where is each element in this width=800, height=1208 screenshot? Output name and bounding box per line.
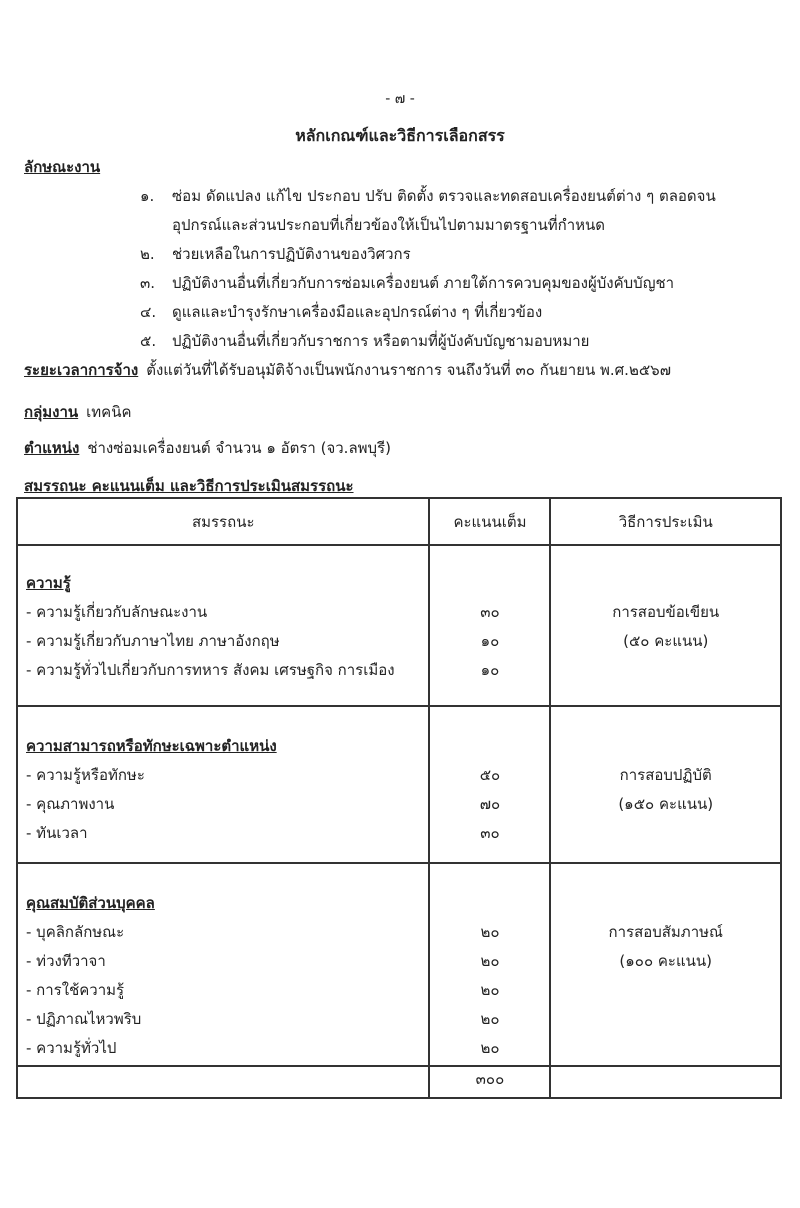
duty-text: ซ่อม ดัดแปลง แก้ไข ประกอบ ปรับ ติดตั้ง ตรวจและทดสอบเครื่องยนต์ต่าง ๆ ตลอดจน xyxy=(172,187,716,205)
duty-number: ๕. xyxy=(140,332,157,350)
competency-item: - ท่วงทีวาจา xyxy=(26,952,106,970)
duty-item-1 xyxy=(140,184,716,208)
position xyxy=(24,436,391,460)
score-value: ๓๐ xyxy=(480,603,500,621)
duty-text: ปฏิบัติงานอื่นที่เกี่ยวกับการซ่อมเครื่องยนต์ ภายใต้การควบคุมของผู้บังคับบัญชา xyxy=(172,274,675,292)
method-name: การสอบข้อเขียน xyxy=(612,603,720,621)
total-row xyxy=(17,1066,781,1098)
competency-item: - การใช้ความรู้ xyxy=(26,981,125,999)
job-description-heading: ลักษณะงาน xyxy=(24,158,101,176)
group-row-knowledge xyxy=(17,545,781,706)
work-group-value: เทคนิค xyxy=(86,403,132,421)
duty-item-4 xyxy=(140,300,542,324)
competency-item: - ความรู้ทั่วไป xyxy=(26,1039,117,1057)
total-score: ๓๐๐ xyxy=(429,1066,550,1098)
employment-period-label: ระยะเวลาการจ้าง xyxy=(24,361,139,379)
duty-item-1-continued: อุปกรณ์และส่วนประกอบที่เกี่ยวข้องให้เป็นไปตามมาตรฐานที่กำหนด xyxy=(172,216,606,234)
score-value: ๑๐ xyxy=(480,661,500,679)
group-title: ความสามารถหรือทักษะเฉพาะตำแหน่ง xyxy=(26,737,277,755)
competency-item: - คุณภาพงาน xyxy=(26,795,115,813)
col-header-full-score: คะแนนเต็ม xyxy=(429,498,550,545)
page-title: หลักเกณฑ์และวิธีการเลือกสรร xyxy=(295,126,505,145)
group-row-skill xyxy=(17,706,781,863)
col-header-method: วิธีการประเมิน xyxy=(550,498,781,545)
group-title: คุณสมบัติส่วนบุคคล xyxy=(26,894,155,912)
score-value: ๒๐ xyxy=(480,1010,500,1028)
method-points: (๕๐ คะแนน) xyxy=(623,632,709,650)
competency-table xyxy=(16,497,782,1099)
duty-text: ปฏิบัติงานอื่นที่เกี่ยวกับราชการ หรือตามที่ผู้บังคับบัญชามอบหมาย xyxy=(172,332,590,350)
group-title: ความรู้ xyxy=(26,574,71,592)
competency-item: - ทันเวลา xyxy=(26,824,88,842)
employment-period xyxy=(24,358,671,382)
work-group xyxy=(24,400,132,424)
score-value: ๓๐ xyxy=(480,824,500,842)
duty-item-5 xyxy=(140,329,589,353)
duty-number: ๑. xyxy=(140,187,155,205)
position-value: ช่างซ่อมเครื่องยนต์ จำนวน ๑ อัตรา (จว.ลพบุรี) xyxy=(87,439,391,457)
method-points: (๑๕๐ คะแนน) xyxy=(618,795,714,813)
competency-item: - ความรู้ทั่วไปเกี่ยวกับการทหาร สังคม เศรษฐกิจ การเมือง xyxy=(26,661,395,679)
duty-text: ช่วยเหลือในการปฏิบัติงานของวิศวกร xyxy=(172,245,411,263)
competency-item: - ความรู้หรือทักษะ xyxy=(26,766,145,784)
employment-period-value: ตั้งแต่วันที่ได้รับอนุมัติจ้างเป็นพนักงานราชการ จนถึงวันที่ ๓๐ กันยายน พ.ศ.๒๕๖๗ xyxy=(146,361,671,379)
position-label: ตำแหน่ง xyxy=(24,439,80,457)
duty-item-2 xyxy=(140,242,411,266)
duty-number: ๓. xyxy=(140,274,156,292)
duty-item-3 xyxy=(140,271,674,295)
competency-item: - บุคลิกลักษณะ xyxy=(26,923,125,941)
competency-item: - ความรู้เกี่ยวกับลักษณะงาน xyxy=(26,603,208,621)
score-value: ๒๐ xyxy=(480,1039,500,1057)
group-row-personal xyxy=(17,863,781,1066)
competency-item: - ปฏิภาณไหวพริบ xyxy=(26,1010,142,1028)
competency-heading: สมรรถนะ คะแนนเต็ม และวิธีการประเมินสมรรถนะ xyxy=(24,477,354,495)
duty-text: ดูแลและบำรุงรักษาเครื่องมือและอุปกรณ์ต่าง ๆ ที่เกี่ยวข้อง xyxy=(172,303,543,321)
table-header-row xyxy=(17,498,781,545)
col-header-competency: สมรรถนะ xyxy=(17,498,429,545)
page-number: - ๗ - xyxy=(385,91,415,107)
method-name: การสอบสัมภาษณ์ xyxy=(608,923,723,941)
method-name: การสอบปฏิบัติ xyxy=(619,766,712,784)
score-value: ๒๐ xyxy=(480,981,500,999)
work-group-label: กลุ่มงาน xyxy=(24,403,79,421)
score-value: ๕๐ xyxy=(479,766,501,784)
score-value: ๗๐ xyxy=(479,795,501,813)
duty-number: ๔. xyxy=(140,303,157,321)
score-value: ๒๐ xyxy=(480,952,500,970)
method-points: (๑๐๐ คะแนน) xyxy=(619,952,712,970)
score-value: ๒๐ xyxy=(480,923,500,941)
score-value: ๑๐ xyxy=(480,632,500,650)
competency-item: - ความรู้เกี่ยวกับภาษาไทย ภาษาอังกฤษ xyxy=(26,632,280,650)
duty-number: ๒. xyxy=(140,245,155,263)
